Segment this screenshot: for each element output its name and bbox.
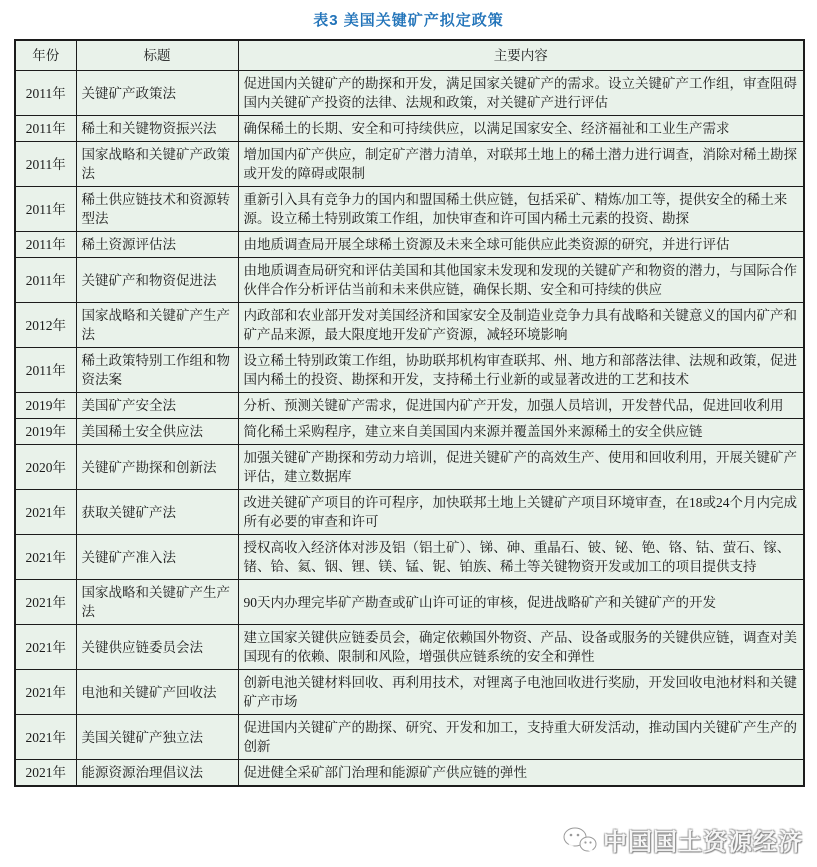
content-cell: 创新电池关键材料回收、再利用技术，对锂离子电池回收进行奖励，开发回收电池材料和关键矿产市场 <box>238 670 804 715</box>
content-cell: 90天内办理完毕矿产勘查或矿山许可证的审核，促进战略矿产和关键矿产的开发 <box>238 580 804 625</box>
table-row <box>15 760 804 787</box>
header-year: 年份 <box>15 40 76 71</box>
year-cell: 2021年 <box>15 715 76 760</box>
year-cell: 2021年 <box>15 490 76 535</box>
header-content: 主要内容 <box>238 40 804 71</box>
title-cell: 关键矿产准入法 <box>76 535 238 580</box>
table-row <box>15 232 804 258</box>
watermark <box>563 822 803 857</box>
table-title: 表3 美国关键矿产拟定政策 <box>313 12 504 29</box>
title-cell: 美国稀土安全供应法 <box>76 419 238 445</box>
content-cell: 设立稀土特别政策工作组，协助联邦机构审查联邦、州、地方和部落法律、法规和政策，促进国内稀土的投资、勘探和开发，支持稀土行业新的或显著改进的工艺和技术 <box>238 348 804 393</box>
content-cell: 建立国家关键供应链委员会，确定依赖国外物资、产品、设备或服务的关键供应链，调查对美国现有的依赖、限制和风险，增强供应链系统的安全和弹性 <box>238 625 804 670</box>
title-cell: 能源资源治理倡议法 <box>76 760 238 787</box>
title-cell: 关键矿产政策法 <box>76 71 238 116</box>
table-row <box>15 625 804 670</box>
year-cell: 2011年 <box>15 71 76 116</box>
table-row <box>15 116 804 142</box>
table-row <box>15 258 804 303</box>
table-row <box>15 490 804 535</box>
table-row <box>15 142 804 187</box>
title-cell: 稀土政策特别工作组和物资法案 <box>76 348 238 393</box>
content-cell: 确保稀土的长期、安全和可持续供应，以满足国家安全、经济福祉和工业生产需求 <box>238 116 804 142</box>
year-cell: 2021年 <box>15 625 76 670</box>
content-cell: 增加国内矿产供应，制定矿产潜力清单，对联邦土地上的稀土潜力进行调查，消除对稀土勘探或开发的障碍或限制 <box>238 142 804 187</box>
year-cell: 2011年 <box>15 142 76 187</box>
title-cell: 稀土供应链技术和资源转型法 <box>76 187 238 232</box>
table-row <box>15 187 804 232</box>
table-row <box>15 348 804 393</box>
content-cell: 简化稀土采购程序，建立来自美国国内来源并覆盖国外来源稀土的安全供应链 <box>238 419 804 445</box>
watermark-text: 中国国土资源经济 <box>603 829 803 856</box>
policy-table-body <box>15 71 804 787</box>
year-cell: 2019年 <box>15 419 76 445</box>
year-cell: 2012年 <box>15 303 76 348</box>
title-cell: 国家战略和关键矿产生产法 <box>76 303 238 348</box>
title-cell: 电池和关键矿产回收法 <box>76 670 238 715</box>
header-row <box>15 40 804 71</box>
content-cell: 促进国内关键矿产的勘探、研究、开发和加工，支持重大研发活动，推动国内关键矿产生产的创新 <box>238 715 804 760</box>
year-cell: 2021年 <box>15 580 76 625</box>
content-cell: 加强关键矿产勘探和劳动力培训，促进关键矿产的高效生产、使用和回收利用，开展关键矿产评估，建立数据库 <box>238 445 804 490</box>
table-row <box>15 445 804 490</box>
table-row <box>15 393 804 419</box>
title-cell: 稀土资源评估法 <box>76 232 238 258</box>
year-cell: 2011年 <box>15 187 76 232</box>
year-cell: 2011年 <box>15 232 76 258</box>
table-row <box>15 535 804 580</box>
year-cell: 2019年 <box>15 393 76 419</box>
title-cell: 国家战略和关键矿产政策法 <box>76 142 238 187</box>
policy-table <box>14 39 805 787</box>
content-cell: 内政部和农业部开发对美国经济和国家安全及制造业竞争力具有战略和关键意义的国内矿产和矿产品来源，最大限度地开发矿产资源，减轻环境影响 <box>238 303 804 348</box>
title-cell: 美国矿产安全法 <box>76 393 238 419</box>
table-row <box>15 71 804 116</box>
content-cell: 改进关键矿产项目的许可程序，加快联邦土地上关键矿产项目环境审查，在18或24个月内完成所有必要的审查和许可 <box>238 490 804 535</box>
year-cell: 2021年 <box>15 670 76 715</box>
title-cell: 美国关键矿产独立法 <box>76 715 238 760</box>
table-row <box>15 670 804 715</box>
year-cell: 2011年 <box>15 348 76 393</box>
title-cell: 获取关键矿产法 <box>76 490 238 535</box>
table-row <box>15 715 804 760</box>
wechat-icon <box>563 826 597 854</box>
table-row <box>15 419 804 445</box>
table-row <box>15 580 804 625</box>
table-row <box>15 303 804 348</box>
year-cell: 2011年 <box>15 116 76 142</box>
content-cell: 授权高收入经济体对涉及铝（铝土矿）、锑、砷、重晶石、铍、铋、铯、铬、钴、萤石、镓、锗、铪、氦、铟、锂、镁、锰、铌、铂族、稀土等关键物资开发或加工的项目提供支持 <box>238 535 804 580</box>
content-cell: 由地质调查局研究和评估美国和其他国家未发现和发现的关键矿产和物资的潜力，与国际合作伙伴合作分析评估当前和未来供应链，确保长期、安全和可持续的供应 <box>238 258 804 303</box>
content-cell: 促进健全采矿部门治理和能源矿产供应链的弹性 <box>238 760 804 787</box>
content-cell: 由地质调查局开展全球稀土资源及未来全球可能供应此类资源的研究，并进行评估 <box>238 232 804 258</box>
year-cell: 2011年 <box>15 258 76 303</box>
content-cell: 重新引入具有竞争力的国内和盟国稀土供应链，包括采矿、精炼/加工等，提供安全的稀土来源。设立稀土特别政策工作组，加快审查和许可国内稀土元素的投资、勘探 <box>238 187 804 232</box>
year-cell: 2020年 <box>15 445 76 490</box>
title-cell: 稀土和关键物资振兴法 <box>76 116 238 142</box>
content-cell: 促进国内关键矿产的勘探和开发，满足国家关键矿产的需求。设立关键矿产工作组，审查阻碍国内关键矿产投资的法律、法规和政策，对关键矿产进行评估 <box>238 71 804 116</box>
title-cell: 关键供应链委员会法 <box>76 625 238 670</box>
year-cell: 2021年 <box>15 535 76 580</box>
title-cell: 关键矿产和物资促进法 <box>76 258 238 303</box>
header-title: 标题 <box>76 40 238 71</box>
title-cell: 国家战略和关键矿产生产法 <box>76 580 238 625</box>
content-cell: 分析、预测关键矿产需求，促进国内矿产开发，加强人员培训，开发替代品，促进回收利用 <box>238 393 804 419</box>
title-cell: 关键矿产勘探和创新法 <box>76 445 238 490</box>
year-cell: 2021年 <box>15 760 76 787</box>
